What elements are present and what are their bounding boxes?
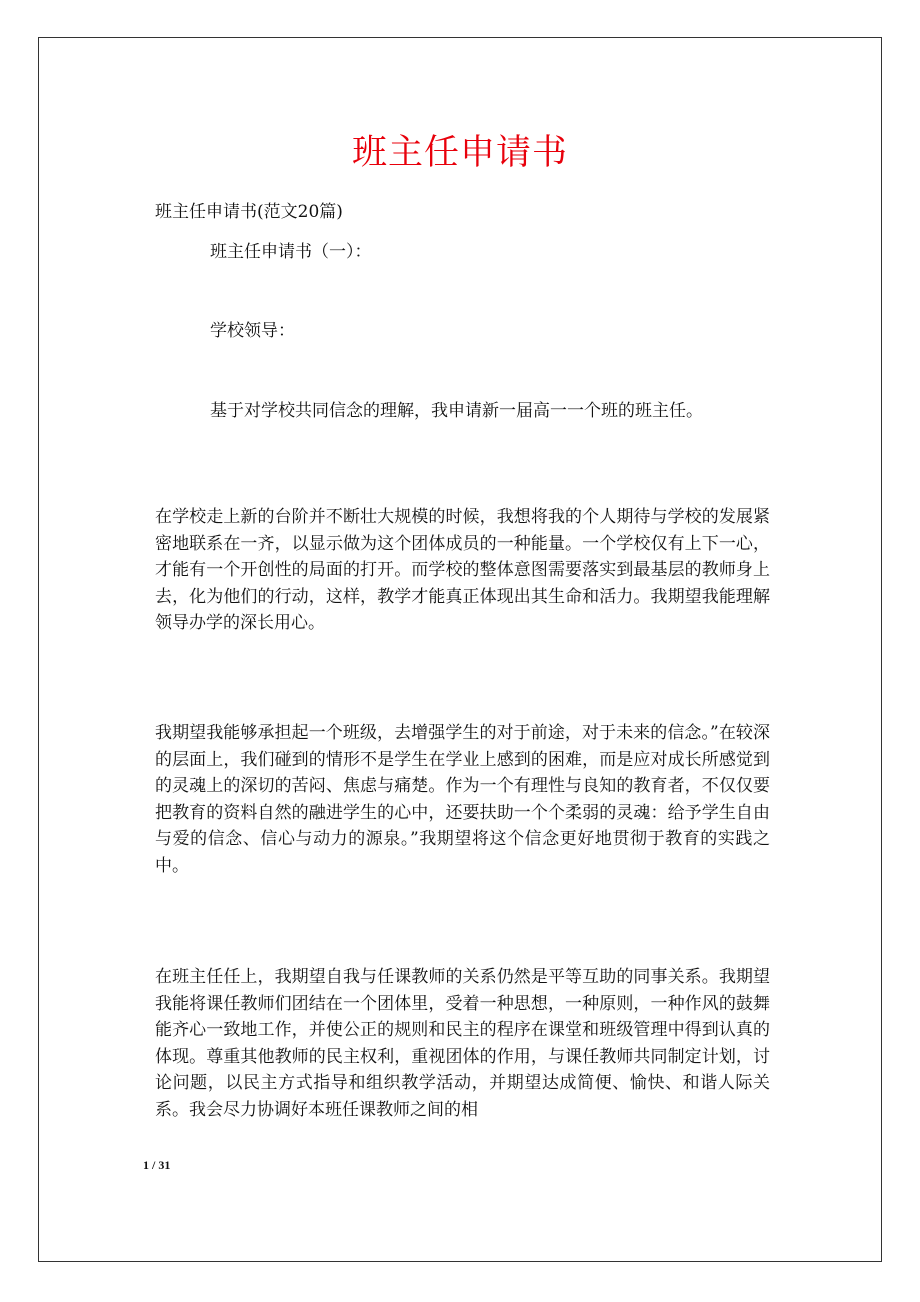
section-heading: 班主任申请书（一）： — [210, 242, 372, 262]
paragraph-2: 我期望我能够承担起一个班级，去增强学生的对于前途，对于未来的信念。”在较深的层面上，我们碰到的情形不是学生在学业上感到的困难，而是应对成长所感觉到的灵魂上的深切的苦闷、焦虑与痛楚。作为一个有理性与良知的教育者，不仅仅要把教育的资料自然的融进学生的心中，还要扶助一个个柔弱的灵魂：给予学生自由与爱的信念、信心与动力的源泉。”我期望将这个信念更好地贯彻于教育的实践之中。 — [155, 723, 770, 876]
intro-line: 基于对学校共同信念的理解，我申请新一届高一一个班的班主任。 — [210, 401, 703, 421]
document-title: 班主任申请书 — [351, 133, 568, 173]
document-subtitle: 班主任申请书(范文20篇) — [155, 202, 343, 222]
page-number: 1 / 31 — [143, 1158, 171, 1172]
paragraph-1: 在学校走上新的台阶并不断壮大规模的时候，我想将我的个人期待与学校的发展紧密地联系在一齐，以显示做为这个团体成员的一种能量。一个学校仅有上下一心，才能有一个开创性的局面的打开。而学校的整体意图需要落实到最基层的教师身上去，化为他们的行动，这样，教学才能真正体现出其生命和活力。我期望我能理解领导办学的深长用心。 — [155, 507, 770, 633]
salutation: 学校领导： — [210, 321, 295, 341]
paragraph-3: 在班主任任上，我期望自我与任课教师的关系仍然是平等互助的同事关系。我期望我能将课任教师们团结在一个团体里，受着一种思想，一种原则，一种作风的鼓舞能齐心一致地工作，并使公正的规则和民主的程序在课堂和班级管理中得到认真的体现。尊重其他教师的民主权利，重视团体的作用，与课任教师共同制定计划，讨论问题，以民主方式指导和组织教学活动，并期望达成简便、愉快、和谐人际关系。我会尽力协调好本班任课教师之间的相 — [155, 967, 770, 1120]
